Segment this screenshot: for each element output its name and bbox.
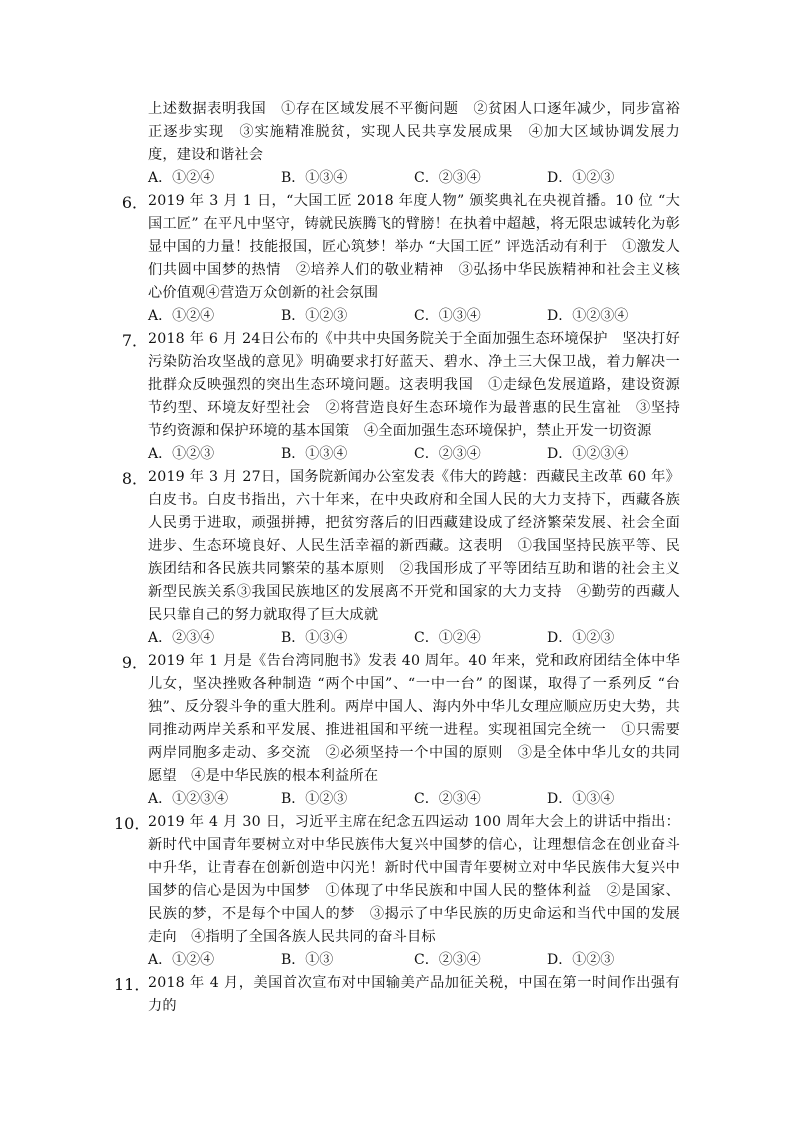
option-b: B．①②③ xyxy=(281,308,348,324)
question-text: 2019 年 4 月 30 日，习近平主席在纪念五四运动 100 周年大会上的讲话中指出：新时代中国青年要树立对中华民族伟大复兴中国梦的信心，让理想信念在创业奋斗中升华，让青春在创新创造中闪光！新时代中国青年要树立对中华民族伟大复兴中国梦的信心是因为中国梦 ①体现了中华民族和中国人民的整体利益 ②是国家、民族的梦，不是每个中国人的梦 ③揭示了中华民族的历史命运和当代中国的发展走向 ④指明了全国各族人民共同的奋斗目标 xyxy=(148,814,680,945)
question-number: 9． xyxy=(121,653,148,672)
option-c: C．②③④ xyxy=(414,446,481,462)
answer-options xyxy=(148,305,680,328)
question-text: 2019 年 3 月 1 日，“大国工匠 2018 年度人物” 颁奖典礼在央视首播。10 位 “大国工匠” 在平凡中坚守，铸就民族腾飞的臂膀！在执着中超越，将无限忠诚转化为彰显中国的力量！技能报国，匠心筑梦！举办 “大国工匠” 评选活动有利于 ①激发人们共圆中国梦的热情 ②培养人们的敬业精神 ③弘扬中华民族精神和社会主义核心价值观④营造万众创新的社会氛围 xyxy=(148,193,680,301)
option-d: D．①③④ xyxy=(547,791,615,807)
option-b: B．①③ xyxy=(281,952,334,968)
question-text: 2018 年 6 月 24日公布的《中共中央国务院关于全面加强生态环境保护 坚决打好污染防治攻坚战的意见》明确要求打好蓝天、碧水、净土三大保卫战，着力解决一批群众反映强烈的突出生态环境问题。这表明我国 ①走绿色发展道路，建设资源节约型、环境友好型社会 ②将营造良好生态环境作为最普惠的民生富祉 ③坚持节约资源和保护环境的基本国策 ④全面加强生态环境保护，禁止开发一切资源 xyxy=(148,331,680,439)
option-b: B．①③④ xyxy=(281,170,348,186)
option-a: A．②③④ xyxy=(148,630,215,646)
question-6 xyxy=(120,190,680,328)
question-text: 2019 年 1 月是《告台湾同胞书》发表 40 周年。40 年来，党和政府团结全体中华儿女，坚决挫败各种制造 “两个中国”、“一中一台” 的图谋，取得了一系列反 “台独”、反分裂斗争的重大胜利。两岸中国人、海内外中华儿女理应顺应历史大势，共同推动两岸关系和平发展、推进祖国和平统一进程。实现祖国完全统一 ①只需要两岸同胞多走动、多交流 ②必须坚持一个中国的原则 ③是全体中华儿女的共同愿望 ④是中华民族的根本利益所在 xyxy=(148,653,680,784)
option-d: D．①②③ xyxy=(547,170,615,186)
option-a: A．①②③ xyxy=(148,446,215,462)
option-c: C．②③④ xyxy=(414,791,481,807)
question-number: 11． xyxy=(114,975,151,994)
answer-options xyxy=(148,627,680,650)
option-d: D．①②③ xyxy=(547,630,615,646)
question-9 xyxy=(120,650,680,811)
option-d: D．①②③④ xyxy=(547,308,629,324)
question-text: 2019 年 3 月 27日，国务院新闻办公室发表《伟大的跨越：西藏民主改革 60 年》白皮书。白皮书指出，六十年来，在中央政府和全国人民的大力支持下，西藏各族人民勇于进取，顽强拼搏，把贫穷落后的旧西藏建设成了经济繁荣发展、社会全面进步、生态环境良好、人民生活幸福的新西藏。这表明 ①我国坚持民族平等、民族团结和各民族共同繁荣的基本原则 ②我国形成了平等团结互助和谐的社会主义新型民族关系③我国民族地区的发展离不开党和国家的大力支持 ④勤劳的西藏人民只靠自己的努力就取得了巨大成就 xyxy=(148,469,680,623)
option-b: B．①②③ xyxy=(281,791,348,807)
option-c: C．②③④ xyxy=(414,952,481,968)
question-10 xyxy=(114,811,680,972)
option-a: A．①②④ xyxy=(148,308,215,324)
option-d: D．①②③ xyxy=(547,952,615,968)
answer-options xyxy=(148,443,680,466)
option-a: A．①②③④ xyxy=(148,791,229,807)
option-a: A．①②④ xyxy=(148,170,215,186)
question-number: 10． xyxy=(114,814,151,833)
option-b: B．①③④ xyxy=(281,446,348,462)
question-text: 2018 年 4 月，美国首次宣布对中国输美产品加征关税，中国在第一时间作出强有力的 xyxy=(148,975,680,1014)
question-8 xyxy=(120,466,680,650)
option-c: C．①②④ xyxy=(414,630,481,646)
option-c: C．①③④ xyxy=(414,308,481,324)
answer-options xyxy=(148,788,680,811)
answer-options xyxy=(148,167,680,190)
option-b: B．①③④ xyxy=(281,630,348,646)
answer-options xyxy=(148,949,680,972)
question-7 xyxy=(120,328,680,466)
question-number: 8． xyxy=(121,469,148,488)
question-number: 7． xyxy=(121,331,148,350)
question-11 xyxy=(114,972,680,1018)
option-c: C．②③④ xyxy=(414,170,481,186)
option-d: D．①②③④ xyxy=(547,446,629,462)
question-number: 6． xyxy=(121,193,148,212)
question-text: 上述数据表明我国 ①存在区域发展不平衡问题 ②贫困人口逐年减少，同步富裕正逐步实现 ③实施精准脱贫，实现人民共享发展成果 ④加大区域协调发展力度，建设和谐社会 xyxy=(148,101,680,163)
question-list xyxy=(114,98,680,1018)
question-5-continuation xyxy=(120,98,680,190)
option-a: A．①②④ xyxy=(148,952,215,968)
